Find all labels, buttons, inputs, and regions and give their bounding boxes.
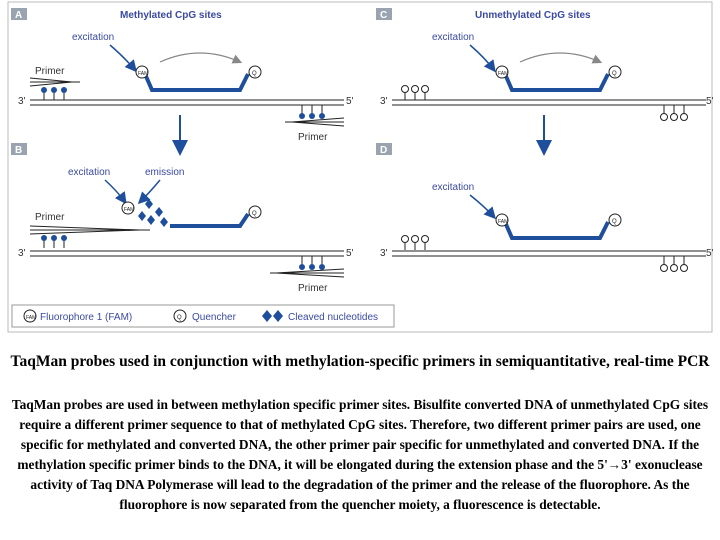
panel-b <box>11 143 354 294</box>
primer-label: Primer <box>35 66 65 77</box>
end-5-label-d: 5' <box>706 248 714 259</box>
panel-c <box>376 8 714 121</box>
probe-remnant <box>170 214 248 226</box>
quencher-glyph: Q <box>252 71 257 77</box>
end-3-label-c: 3' <box>380 96 388 107</box>
caption-body: TaqMan probes are used in between methylation specific primer sites. Bisulfite converted DNA of unmethylated CpG sites require a different primer sequence to that of methylated CpG sites. Therefore, two different primer pairs are used, one specific for methylated and converted DNA, the other primer pair specific for unmethylated and converted DNA. If the methylation specific primer binds to the DNA, it will be elongated during the extension phase and the 5'→3' exonuclease activity of Taq DNA Polymerase will lead to the degradation of the primer and the release of the fluorophore. As the fluorophore is now separated from the quencher moiety, a fluorescence is detectable. <box>11 397 709 512</box>
methyl-sites-top-b <box>41 235 67 248</box>
legend-cleaved-label: Cleaved nucleotides <box>288 312 379 323</box>
end-3-label-d: 3' <box>380 248 388 259</box>
unmethyl-sites-bottom-d <box>661 256 688 272</box>
end-5-label-c: 5' <box>706 96 714 107</box>
quencher-glyph-d: Q <box>612 219 617 225</box>
legend-quencher-glyph: Q <box>177 315 182 321</box>
emission-label: emission <box>145 167 185 178</box>
panel-d-letter: D <box>380 145 388 156</box>
excitation-arrow <box>110 45 135 70</box>
end-5-label: 5' <box>346 96 354 107</box>
fluorophore-glyph-c: FAM <box>498 71 509 77</box>
primer-label-reverse-b: Primer <box>298 283 328 294</box>
quencher-glyph-b: Q <box>252 211 257 217</box>
figure-border <box>8 2 712 332</box>
panel-b-letter: B <box>15 145 23 156</box>
excitation-label-c: excitation <box>432 32 475 43</box>
primer-label-reverse: Primer <box>298 132 328 143</box>
excitation-arrow-b <box>105 180 125 202</box>
fluorophore-glyph-b: FAM <box>124 207 135 213</box>
panel-c-letter: C <box>380 10 388 21</box>
primer-label-b: Primer <box>35 212 65 223</box>
unmethyl-sites-top-d <box>402 236 429 251</box>
panel-a-letter: A <box>15 10 23 21</box>
legend-quencher-label: Quencher <box>192 312 236 323</box>
caption-title: TaqMan probes used in conjunction with methylation-specific primers in semiquantitative, real-time PCR <box>10 353 710 370</box>
extension-arrow <box>160 53 240 62</box>
extension-arrow-c <box>520 53 600 62</box>
emission-arrow <box>140 180 160 202</box>
fluorophore-glyph-d: FAM <box>498 219 509 225</box>
methyl-sites-bottom-b <box>299 256 325 270</box>
legend-fluorophore-label: Fluorophore 1 (FAM) <box>40 312 133 323</box>
panel-d <box>376 143 714 272</box>
quencher-glyph-c: Q <box>612 71 617 77</box>
probe <box>145 74 248 90</box>
probe-d <box>505 222 608 238</box>
end-5-label-b: 5' <box>346 248 354 259</box>
excitation-label: excitation <box>72 32 115 43</box>
excitation-arrow-c <box>470 45 494 70</box>
excitation-label-d: excitation <box>432 182 475 193</box>
excitation-label-b: excitation <box>68 167 111 178</box>
methyl-sites-bottom <box>299 105 325 119</box>
cleaved-nucleotides <box>138 199 168 227</box>
fluorophore-glyph: FAM <box>138 71 149 77</box>
unmethyl-sites-top <box>402 86 429 101</box>
unmethyl-sites-bottom <box>661 105 688 121</box>
probe-c <box>505 74 608 90</box>
end-3-label: 3' <box>18 96 26 107</box>
end-3-label-b: 3' <box>18 248 26 259</box>
panel-a-title: Methylated CpG sites <box>120 10 222 21</box>
legend-fluorophore-glyph: FAM <box>26 315 37 321</box>
legend <box>12 305 394 327</box>
methyl-sites-top <box>41 87 67 100</box>
panel-a <box>11 8 354 143</box>
excitation-arrow-d <box>470 195 494 217</box>
panel-c-title: Unmethylated CpG sites <box>475 10 591 21</box>
